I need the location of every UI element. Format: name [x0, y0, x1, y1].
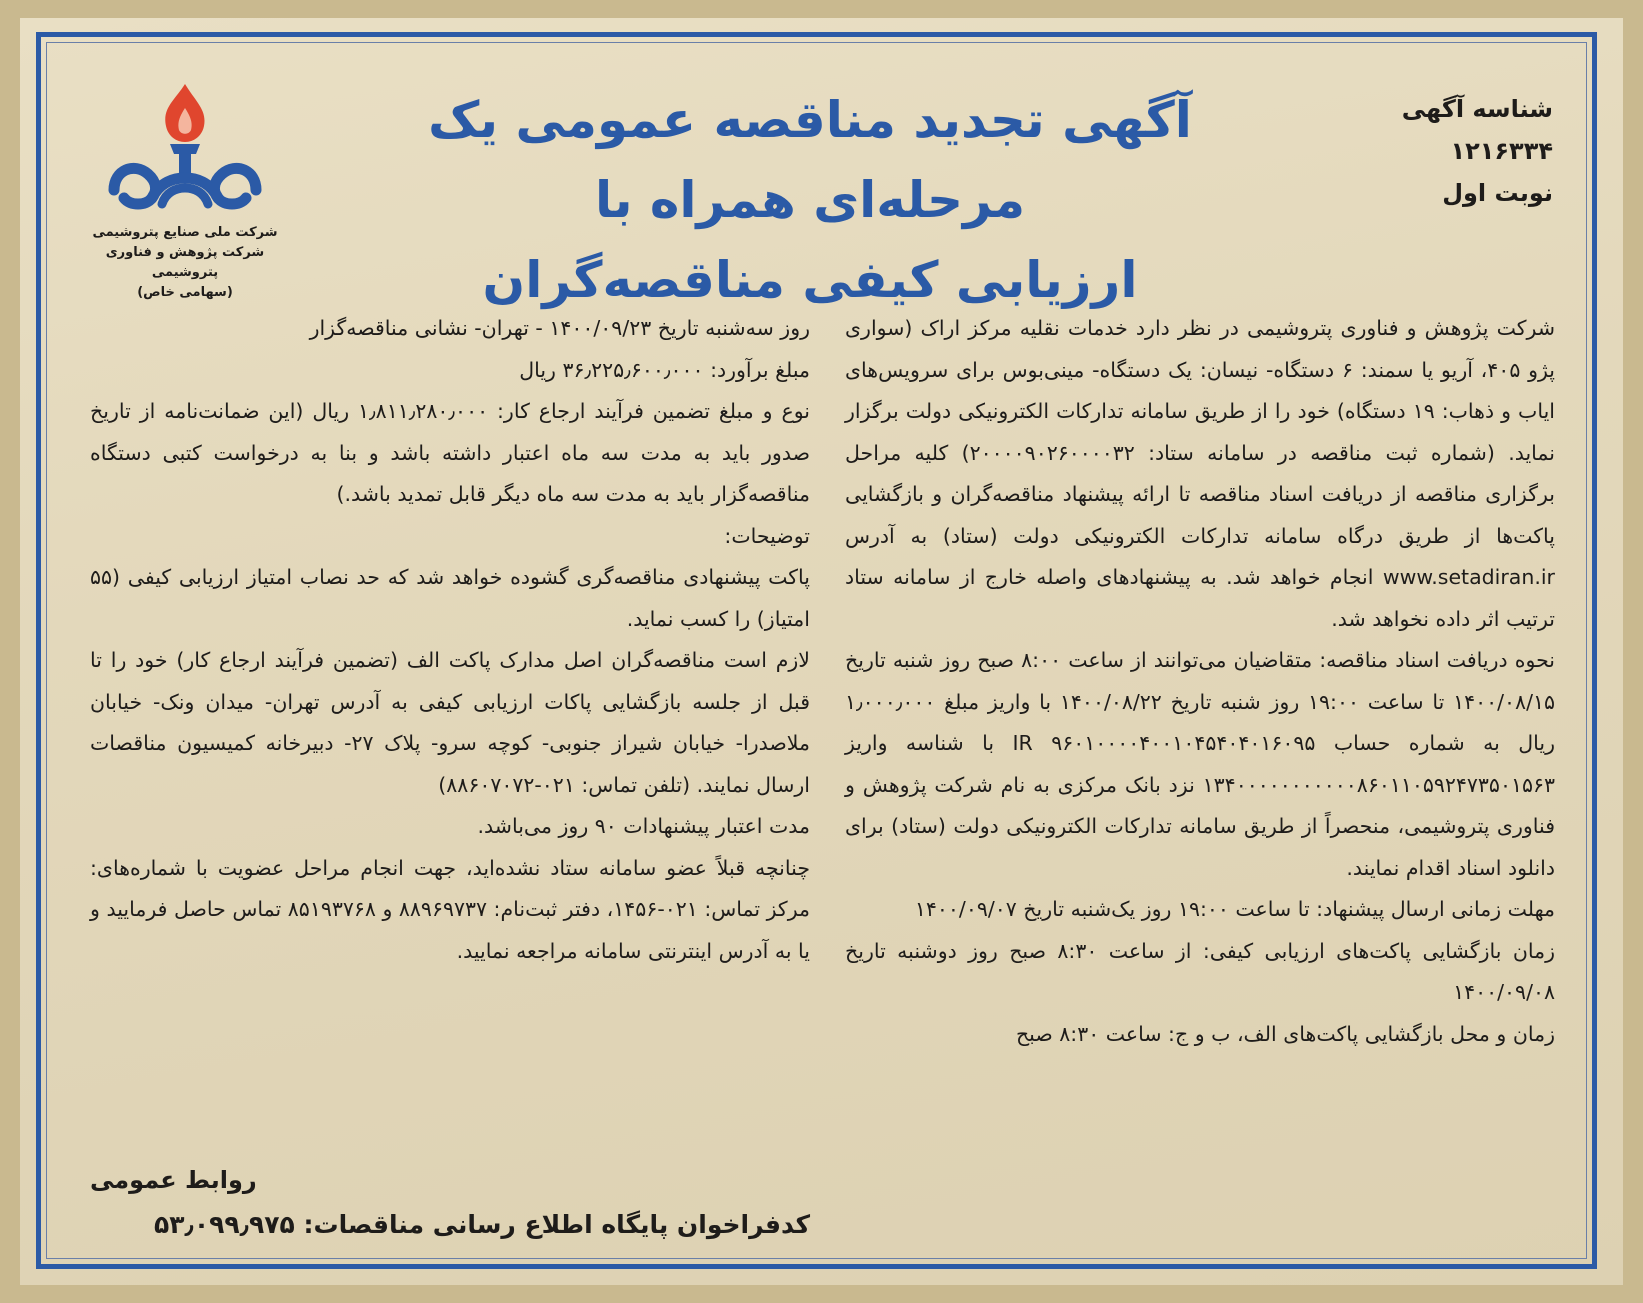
intro-paragraph: شرکت پژوهش و فناوری پتروشیمی در نظر دارد خدمات نقلیه مرکز اراک (سواری پژو ۴۰۵، آریو یا سمند: ۶ دستگاه- نیسان: یک دستگاه- مینی‌بوس برای سرویس‌های ایاب و ذهاب: ۱۹ دستگاه) خود را از طریق سامانه تدارکات الکترونیکی دولت برگزار نماید. (شماره ثبت مناقصه در سامانه ستاد: ۲۰۰۰۰۹۰۲۶۰۰۰۰۳۲) کلیه مراحل برگزاری مناقصه از دریافت اسناد مناقصه تا ارائه پیشنهاد مناقصه‌گران و بازگشایی پاکت‌ها از طریق درگاه سامانه تدارکات الکترونیکی دولت (ستاد) به آدرس www.setadiran.ir انجام خواهد شد. به پیشنهادهای واصله خارج از سامانه ستاد ترتیب اثر داده نخواهد شد. [845, 316, 1556, 631]
guarantee-paragraph: نوع و مبلغ تضمین فرآیند ارجاع کار: ۱٫۸۱۱٫۲۸۰٫۰۰۰ ریال (این ضمانت‌نامه از تاریخ صدور باید به مدت سه ماه اعتبار داشته باشد و بنا به درخواست کتبی دستگاه مناقصه‌گزار باید به مدت سه ماه دیگر قابل تمدید باشد.) [90, 399, 810, 506]
signature-block [90, 1158, 810, 1248]
company-logo [90, 78, 280, 303]
left-column [90, 308, 810, 972]
public-relations-signature: روابط عمومی [90, 1166, 257, 1194]
company-name-line-1: شرکت ملی صنایع پتروشیمی [92, 225, 278, 240]
ad-meta [1293, 88, 1553, 214]
ad-id: شناسه آگهی ۱۲۱۶۳۳۴ [1401, 95, 1553, 165]
note-1-paragraph: پاکت پیشنهادی مناقصه‌گری گشوده خواهد شد که حد نصاب امتیاز ارزیابی کیفی (۵۵ امتیاز) را کسب نماید. [90, 565, 810, 631]
envelopes-opening-paragraph: زمان و محل بازگشایی پاکت‌های الف، ب و ج: ساعت ۸:۳۰ صبح [1015, 1021, 1555, 1046]
company-name-line-2: شرکت پژوهش و فناوری [105, 245, 265, 260]
membership-paragraph: چنانچه قبلاً عضو سامانه ستاد نشده‌اید، جهت انجام مراحل عضویت با شماره‌های: مرکز تماس: ۰۲۱-۱۴۵۶، دفتر ثبت‌نام: ۸۸۹۶۹۷۳۷ و ۸۵۱۹۳۷۶۸ تماس حاصل فرمایید و یا به آدرس اینترنتی سامانه مراجعه نمایید. [90, 855, 810, 963]
announcement-title [330, 80, 1290, 320]
estimate-paragraph: مبلغ برآورد: ۳۶٫۲۲۵٫۶۰۰٫۰۰۰ ریال [519, 357, 810, 382]
company-name-line-3: پتروشیمی [151, 265, 219, 280]
title-line-1: آگهی تجدید مناقصه عمومی یک مرحله‌ای همراه با [428, 91, 1192, 229]
newspaper-page [20, 18, 1623, 1285]
petrochemical-flame-logo-icon [100, 78, 270, 213]
right-column [845, 308, 1555, 1055]
continuation-paragraph: روز سه‌شنبه تاریخ ۱۴۰۰/۰۹/۲۳ - تهران- نشانی مناقصه‌گزار [309, 316, 810, 340]
notes-heading: توضیحات: [724, 523, 810, 548]
publication-round: نوبت اول [1442, 179, 1553, 207]
tender-code-line: کدفراخوان پایگاه اطلاع رسانی مناقصات: ۵۳٫۰۹۹٫۹۷۵ [154, 1210, 810, 1239]
deadline-paragraph: مهلت زمانی ارسال پیشنهاد: تا ساعت ۱۹:۰۰ روز یک‌شنبه تاریخ ۱۴۰۰/۰۹/۰۷ [914, 897, 1555, 921]
quality-opening-paragraph: زمان بازگشایی پاکت‌های ارزیابی کیفی: از ساعت ۸:۳۰ صبح روز دوشنبه تاریخ ۱۴۰۰/۰۹/۰۸ [845, 938, 1555, 1004]
title-line-2: ارزیابی کیفی مناقصه‌گران [482, 251, 1138, 309]
note-2-paragraph: لازم است مناقصه‌گران اصل مدارک پاکت الف (تضمین فرآیند ارجاع کار) خود را تا قبل از جلسه بازگشایی پاکات ارزیابی کیفی به آدرس تهران- میدان ونک- خیابان ملاصدرا- خیابان شیراز جنوبی- کوچه سرو- پلاک ۲۷- دبیرخانه کمیسیون مناقصات ارسال نمایند. (تلفن تماس: ۰۲۱-۸۸۶۰۷۰۷۲) [90, 648, 811, 797]
company-name [90, 223, 280, 303]
documents-paragraph: نحوه دریافت اسناد مناقصه: متقاضیان می‌توانند از ساعت ۸:۰۰ صبح روز شنبه تاریخ ۱۴۰۰/۰۸/۱۵ تا ساعت ۱۹:۰۰ روز شنبه تاریخ ۱۴۰۰/۰۸/۲۲ با واریز مبلغ ۱٫۰۰۰٫۰۰۰ ریال به شماره حساب IR ۹۶۰۱۰۰۰۰۴۰۰۱۰۴۵۴۰۴۰۱۶۰۹۵ با شناسه واریز ۱۳۴۰۰۰۰۰۰۰۰۰۰۰۸۶۰۱۱۰۵۹۲۴۷۳۵۰۱۵۶۳ نزد بانک مرکزی به نام شرکت پژوهش و فناوری پتروشیمی، منحصراً از طریق سامانه تدارکات الکترونیکی دولت (ستاد) برای دانلود اسناد اقدام نمایند. [845, 648, 1556, 880]
validity-paragraph: مدت اعتبار پیشنهادات ۹۰ روز می‌باشد. [477, 814, 810, 838]
company-name-line-4: (سهامی خاص) [137, 285, 233, 300]
